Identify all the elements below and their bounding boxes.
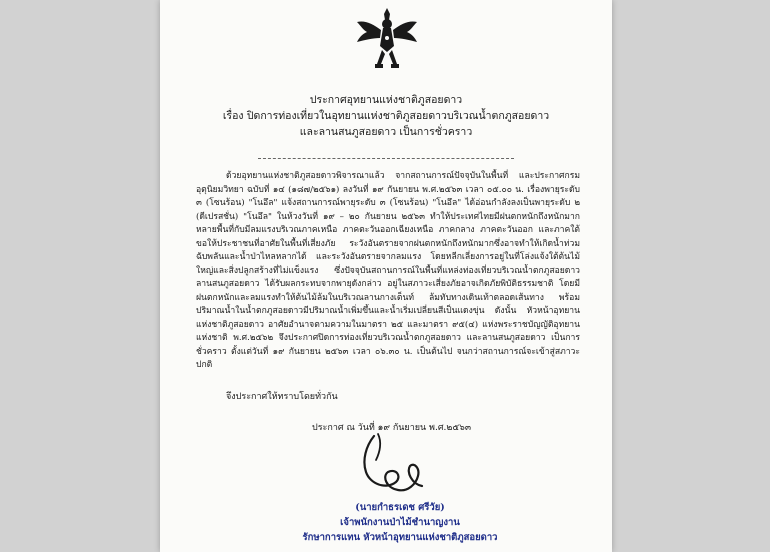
- signatory-acting-position: รักษาการแทน หัวหน้าอุทยานแห่งชาติภูสอยดาว: [302, 532, 498, 543]
- handwritten-signature: [356, 432, 436, 502]
- document-body: [196, 170, 580, 373]
- document-title: ประกาศอุทยานแห่งชาติภูสอยดาว: [309, 94, 463, 106]
- announcement-date: ประกาศ ณ วันที่ ๑๙ กันยายน พ.ศ.๒๕๖๓: [312, 423, 472, 433]
- document-subject: เรื่อง ปิดการท่องเที่ยวในอุทยานแห่งชาติภูสอยดาวบริเวณน้ำตกภูสอยดาว: [222, 110, 550, 122]
- header-divider: [258, 158, 514, 159]
- garuda-emblem-icon: [353, 6, 421, 72]
- signatory-name: (นายกำธรเดช ศรีวัย): [355, 502, 445, 513]
- signatory-position: เจ้าพนักงานป่าไม้ชำนาญงาน: [340, 517, 460, 528]
- document-page: [160, 0, 612, 552]
- document-subject-continued: และลานสนภูสอยดาว เป็นการชั่วคราว: [299, 126, 473, 138]
- body-paragraph: ด้วยอุทยานแห่งชาติภูสอยดาวพิจารณาแล้ว จากสถานการณ์ปัจจุบันในพื้นที่ และประกาศกรมอุตุนิยมวิทยา ฉบับที่ ๑๔ (๑๘๗/๒๕๖๑) ลงวันที่ ๑๙ กันยายน พ.ศ.๒๕๖๓ เวลา ๐๕.๐๐ น. เรื่องพายุระดับ ๓ (โซนร้อน) "โนอึล" แจ้งสถานการณ์พายุระดับ ๓ (โซนร้อน) "โนอึล" ได้อ่อนกำลังลงเป็นพายุระดับ ๒ (ดีเปรสชั่น) "โนอึล" ในห้วงวันที่ ๑๙ – ๒๐ กันยายน ๒๕๖๓ ทำให้ประเทศไทยมีฝนตกหนักถึงหนักมากหลายพื้นที่กับมีลมแรงบริเวณภาคเหนือ ภาคตะวันออกเฉียงเหนือ ภาคกลาง ภาคตะวันออก และภาคใต้ ขอให้ประชาชนที่อาศัยในพื้นที่เสี่ยงภัย ระวังอันตรายจากฝนตกหนักถึงหนักมากซึ่งอาจทำให้เกิดน้ำท่วมฉับพลันและน้ำป่าไหลหลากได้ และระวังอันตรายจากลมแรง โดยหลีกเลี่ยงการอยู่ในที่โล่งแจ้งใต้ต้นไม้ใหญ่และสิ่งปลูกสร้างที่ไม่แข็งแรง ซึ่งปัจจุบันสถานการณ์ในพื้นที่แหล่งท่องเที่ยวบริเวณน้ำตกภูสอยดาว ลานสนภูสอยดาว ได้รับผลกระทบจากพายุดังกล่าว อยู่ในสภาวะเสี่ยงภัยอาจเกิดภัยพิบัติธรรมชาติ โดยมีฝนตกหนักและลมแรงทำให้ต้นไม้ล้มในบริเวณลานกางเต็นท์ ล้มทับทางเดินเท้าตลอดเส้นทาง พร้อมปริมาณน้ำในน้ำตกภูสอยดาวมีปริมาณน้ำเพิ่มขึ้นและน้ำเริ่มเปลี่ยนสีเป็นแดงขุ่น ดังนั้น หัวหน้าอุทยานแห่งชาติภูสอยดาว อาศัยอำนาจตามความในมาตรา ๒๕ และมาตรา ๙๕(๔) แห่งพระราชบัญญัติอุทยานแห่งชาติ พ.ศ.๒๕๖๒ จึงประกาศปิดการท่องเที่ยวบริเวณน้ำตกภูสอยดาว และลานสนภูสอยดาว เป็นการชั่วคราว ตั้งแต่วันที่ ๑๙ กันยายน ๒๕๖๓ เวลา ๐๖.๓๐ น. เป็นต้นไป จนกว่าสถานการณ์จะเข้าสู่สภาวะปกติ: [196, 171, 580, 370]
- closing-line: จึงประกาศให้ทราบโดยทั่วกัน: [226, 392, 338, 402]
